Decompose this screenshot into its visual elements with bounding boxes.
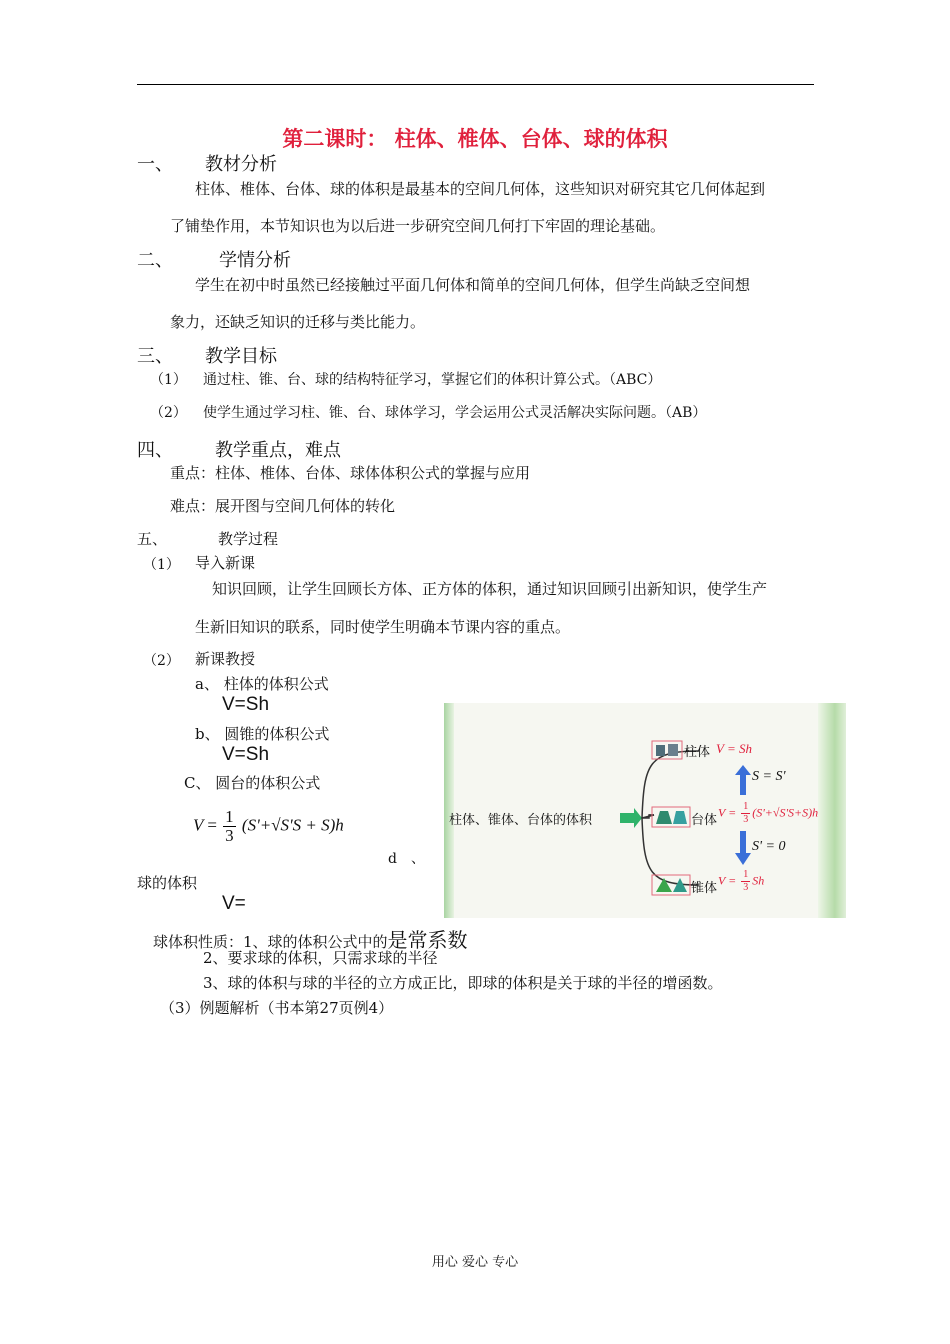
frustum-volume-formula bbox=[193, 808, 344, 845]
formula-equals: = bbox=[207, 815, 217, 835]
pyramid-formula-rest: Sh bbox=[752, 873, 765, 888]
sphere-marker: d 、 bbox=[388, 851, 425, 867]
prism-icon-1 bbox=[656, 745, 665, 756]
prism-icon-2 bbox=[668, 744, 678, 756]
pyramid-fraction-denominator: 3 bbox=[743, 882, 749, 893]
step-1-paragraph-line2: 生新旧知识的联系，同时使学生明确本节课内容的重点。 bbox=[195, 618, 571, 636]
section-1-paragraph-line2: 了铺垫作用，本节知识也为以后进一步研究空间几何打下牢固的理论基础。 bbox=[170, 217, 666, 235]
objective-1-number: （1） bbox=[150, 372, 187, 388]
formula-fraction bbox=[223, 808, 236, 845]
section-3-number: 三、 bbox=[137, 346, 173, 367]
sphere-property-3: 3、球的体积与球的半径的立方成正比，即球的体积是关于球的半径的增函数。 bbox=[203, 974, 723, 992]
equal-area-condition: S = S' bbox=[752, 769, 786, 784]
zero-area-condition: S' = 0 bbox=[752, 839, 786, 854]
pyramid-icon-1 bbox=[656, 878, 672, 892]
prism-label: 柱体 bbox=[684, 745, 711, 760]
volume-concept-map bbox=[444, 703, 846, 918]
sphere-volume-heading: 球的体积 bbox=[137, 874, 198, 892]
sphere-volume-formula: V= bbox=[222, 893, 246, 914]
prism-volume-heading: a、 柱体的体积公式 bbox=[195, 675, 329, 693]
objective-2-number: （2） bbox=[150, 405, 187, 421]
section-2-paragraph-line2: 象力，还缺乏知识的迁移与类比能力。 bbox=[170, 313, 426, 331]
step-1-number: （1） bbox=[143, 557, 180, 573]
sphere-property-2: 2、要求球的体积，只需求球的半径 bbox=[203, 949, 438, 967]
section-4-heading: 教学重点，难点 bbox=[215, 440, 341, 461]
prism-formula: V = Sh bbox=[716, 741, 752, 756]
frustum-formula bbox=[718, 801, 818, 826]
frustum-formula-prefix: V = bbox=[718, 805, 737, 820]
frustum-fraction-denominator: 3 bbox=[743, 814, 749, 825]
section-2-paragraph-line1: 学生在初中时虽然已经接触过平面几何体和简单的空间几何体，但学生尚缺乏空间想 bbox=[195, 276, 751, 294]
formula-v: V bbox=[193, 815, 204, 835]
key-point-text: 重点：柱体、椎体、台体、球体体积公式的掌握与应用 bbox=[170, 464, 531, 482]
section-2-number: 二、 bbox=[137, 250, 173, 271]
section-3-heading: 教学目标 bbox=[205, 346, 277, 367]
prism-volume-formula: V=Sh bbox=[222, 694, 270, 715]
pyramid-formula-prefix: V = bbox=[718, 873, 737, 888]
frustum-formula-fraction bbox=[741, 801, 750, 826]
frustum-icon-1 bbox=[656, 811, 672, 824]
section-5-heading: 教学过程 bbox=[218, 530, 279, 548]
step-2-label: 新课教授 bbox=[195, 650, 256, 668]
example-heading: （3）例题解析（书本第27页例4） bbox=[160, 999, 394, 1017]
step-1-paragraph-line1: 知识回顾，让学生回顾长方体、正方体的体积，通过知识回顾引出新知识，使学生产 bbox=[212, 580, 768, 598]
fraction-denominator: 3 bbox=[225, 826, 234, 845]
pyramid-fraction-numerator: 1 bbox=[743, 869, 749, 880]
page-title: 第二课时： 柱体、椎体、台体、球的体积 bbox=[282, 126, 668, 151]
objective-1-text: 通过柱、锥、台、球的结构特征学习，掌握它们的体积计算公式。（ABC） bbox=[203, 372, 662, 388]
pyramid-label: 锥体 bbox=[691, 881, 718, 896]
section-5-number: 五、 bbox=[137, 530, 168, 548]
arrow-up bbox=[735, 765, 751, 795]
step-1-label: 导入新课 bbox=[195, 554, 256, 572]
header-rule bbox=[137, 84, 814, 85]
section-2-heading: 学情分析 bbox=[219, 250, 291, 271]
fraction-numerator: 1 bbox=[225, 807, 234, 826]
cone-volume-heading: b、 圆锥的体积公式 bbox=[195, 725, 330, 743]
page-footer: 用心 爱心 专心 bbox=[431, 1255, 519, 1270]
sphere-property-1-emphasis: 是常系数 bbox=[387, 928, 468, 952]
frustum-label: 台体 bbox=[691, 813, 718, 828]
section-1-number: 一、 bbox=[137, 154, 173, 175]
arrow-down bbox=[735, 831, 751, 865]
frustum-fraction-numerator: 1 bbox=[743, 801, 749, 812]
cone-volume-formula: V=Sh bbox=[222, 744, 270, 765]
difficult-point-text: 难点：展开图与空间几何体的转化 bbox=[170, 497, 396, 515]
section-1-heading: 教材分析 bbox=[205, 154, 277, 175]
objective-2-text: 使学生通过学习柱、锥、台、球体学习，学会运用公式灵活解决实际问题。（AB） bbox=[203, 405, 707, 421]
section-4-number: 四、 bbox=[137, 440, 173, 461]
root-arrow bbox=[620, 808, 642, 828]
formula-rest: (S'+√S'S + S)h bbox=[241, 815, 344, 835]
pyramid-formula bbox=[718, 869, 764, 894]
pyramid-formula-fraction bbox=[741, 869, 750, 894]
concept-map-root: 柱体、锥体、台体的体积 bbox=[449, 813, 593, 828]
step-2-number: （2） bbox=[143, 653, 180, 669]
frustum-formula-rest: (S'+√S'S+S)h bbox=[752, 805, 819, 820]
section-1-paragraph-line1: 柱体、椎体、台体、球的体积是最基本的空间几何体，这些知识对研究其它几何体起到 bbox=[195, 180, 766, 198]
sphere-property-1-text: 球体积性质：1、球的体积公式中的 bbox=[153, 933, 388, 951]
frustum-volume-heading: C、 圆台的体积公式 bbox=[184, 774, 321, 792]
frustum-icon-2 bbox=[673, 811, 687, 824]
